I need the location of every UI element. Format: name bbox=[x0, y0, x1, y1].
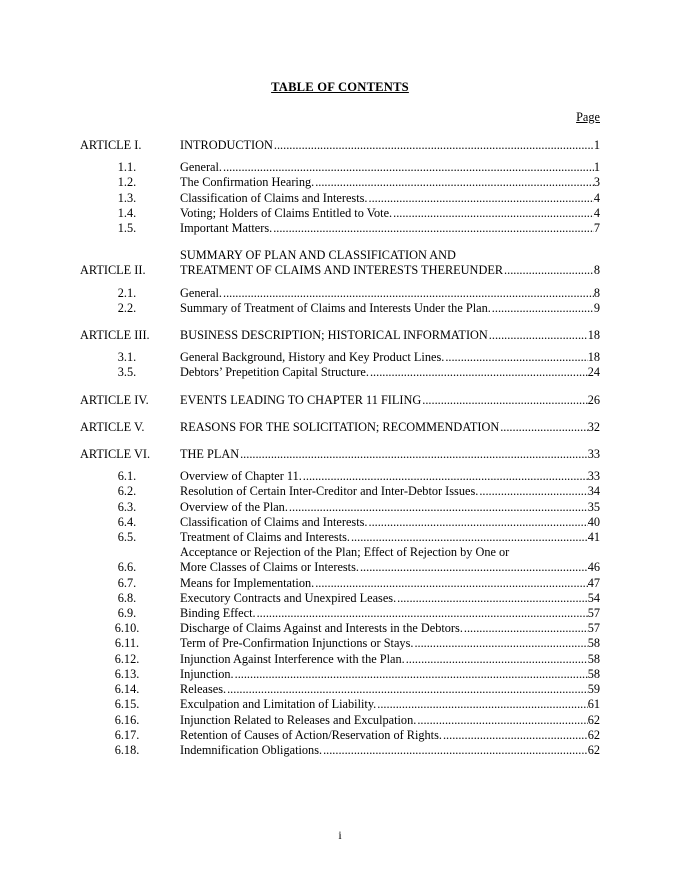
section-number: 1.5. bbox=[117, 221, 137, 236]
page-number: 57 bbox=[587, 621, 600, 636]
section-number: 6.11. bbox=[114, 636, 140, 651]
dot-leader bbox=[323, 743, 588, 758]
entry-content bbox=[180, 606, 600, 621]
entry-title-line2 bbox=[180, 263, 600, 278]
dot-leader bbox=[377, 697, 587, 712]
section-number: 6.2. bbox=[117, 484, 137, 499]
entry-title: Classification of Claims and Interests. bbox=[180, 514, 368, 529]
dot-leader bbox=[315, 175, 594, 190]
page-number: 4 bbox=[593, 190, 600, 205]
page-number: 4 bbox=[593, 205, 600, 220]
section-number: 6.15. bbox=[114, 697, 140, 712]
page-number: 8 bbox=[593, 285, 600, 300]
page-number: 61 bbox=[587, 697, 600, 712]
toc-section-entry[interactable] bbox=[80, 576, 600, 591]
entry-content bbox=[180, 350, 600, 365]
page-number: 47 bbox=[587, 575, 600, 590]
entry-title-line2 bbox=[180, 560, 600, 575]
page-number: 33 bbox=[587, 469, 600, 484]
toc-section-entry[interactable] bbox=[80, 545, 600, 575]
dot-leader bbox=[479, 484, 587, 499]
entry-title: Resolution of Certain Inter-Creditor and Inter-Debtor Issues. bbox=[180, 484, 479, 499]
page-number: 1 bbox=[593, 138, 600, 152]
entry-content bbox=[180, 621, 600, 636]
toc-section-entry[interactable] bbox=[80, 286, 600, 301]
entry-title: EVENTS LEADING TO CHAPTER 11 FILING bbox=[180, 392, 422, 407]
dot-leader bbox=[257, 606, 588, 621]
dot-leader bbox=[464, 621, 588, 636]
entry-content bbox=[180, 301, 600, 316]
entry-content bbox=[180, 206, 600, 221]
dot-leader bbox=[414, 636, 587, 651]
entry-title-line1: SUMMARY OF PLAN AND CLASSIFICATION AND bbox=[180, 248, 456, 263]
entry-title: Overview of Chapter 11. bbox=[180, 469, 302, 484]
entry-content bbox=[180, 469, 600, 484]
dot-leader bbox=[417, 713, 587, 728]
section-number: 6.18. bbox=[114, 742, 140, 757]
toc-section-entry[interactable] bbox=[80, 350, 600, 365]
entry-title: Releases. bbox=[180, 682, 227, 697]
dot-leader bbox=[223, 160, 594, 175]
toc-article-entry[interactable] bbox=[80, 138, 600, 153]
dot-leader bbox=[369, 515, 588, 530]
entry-content bbox=[180, 652, 600, 667]
entry-title: Injunction. bbox=[180, 666, 234, 681]
entry-title: Means for Implementation. bbox=[180, 575, 315, 590]
toc-section-entry[interactable] bbox=[80, 682, 600, 697]
entry-content bbox=[180, 576, 600, 591]
page-number: 33 bbox=[587, 447, 600, 462]
page-number: 1 bbox=[593, 160, 600, 175]
entry-content bbox=[180, 697, 600, 712]
section-number: 3.5. bbox=[117, 365, 137, 380]
entry-title-line1: Acceptance or Rejection of the Plan; Effect of Rejection by One or bbox=[180, 545, 510, 560]
dot-leader bbox=[227, 682, 588, 697]
page-number: 34 bbox=[587, 484, 600, 499]
entry-title: Retention of Causes of Action/Reservation of Rights. bbox=[180, 727, 442, 742]
toc-article-entry[interactable] bbox=[80, 393, 600, 408]
dot-leader bbox=[504, 263, 594, 278]
page-number: 58 bbox=[587, 636, 600, 651]
entry-content bbox=[180, 393, 600, 408]
toc-article-entry[interactable] bbox=[80, 420, 600, 435]
toc-section-entry[interactable] bbox=[80, 728, 600, 743]
toc-section-entry[interactable] bbox=[80, 667, 600, 682]
toc-section-entry[interactable] bbox=[80, 591, 600, 606]
section-number: 2.1. bbox=[117, 285, 137, 300]
dot-leader bbox=[274, 138, 594, 153]
toc-section-entry[interactable] bbox=[80, 301, 600, 316]
toc-section-entry[interactable] bbox=[80, 160, 600, 175]
section-number: 6.9. bbox=[117, 606, 137, 621]
toc-section-entry[interactable] bbox=[80, 743, 600, 758]
entry-content bbox=[180, 286, 600, 301]
page-number: 58 bbox=[587, 651, 600, 666]
toc-section-entry[interactable] bbox=[80, 221, 600, 236]
entry-title: Executory Contracts and Unexpired Leases. bbox=[180, 590, 397, 605]
dot-leader bbox=[351, 530, 588, 545]
section-number: 6.3. bbox=[117, 499, 137, 514]
toc-section-entry[interactable] bbox=[80, 606, 600, 621]
entry-content bbox=[180, 500, 600, 515]
toc-section-entry[interactable] bbox=[80, 469, 600, 484]
dot-leader bbox=[489, 328, 588, 343]
entry-title: Exculpation and Limitation of Liability. bbox=[180, 697, 377, 712]
page-number: 9 bbox=[593, 300, 600, 315]
page-number: 35 bbox=[587, 499, 600, 514]
dot-leader bbox=[445, 350, 587, 365]
toc-section-entry[interactable] bbox=[80, 191, 600, 206]
article-label: ARTICLE III. bbox=[80, 328, 150, 343]
page-number: 18 bbox=[587, 350, 600, 365]
page-number: 41 bbox=[587, 530, 600, 545]
entry-title: Important Matters. bbox=[180, 221, 273, 236]
section-number: 6.8. bbox=[117, 590, 137, 605]
article-label: ARTICLE V. bbox=[80, 419, 145, 434]
page-number: 58 bbox=[587, 666, 600, 681]
entry-content bbox=[180, 515, 600, 530]
dot-leader bbox=[303, 469, 588, 484]
toc-section-entry[interactable] bbox=[80, 484, 600, 499]
section-number: 6.6. bbox=[117, 560, 137, 575]
entry-content bbox=[180, 447, 600, 462]
article-label: ARTICLE I. bbox=[80, 138, 142, 152]
entry-title: More Classes of Claims or Interests. bbox=[180, 560, 359, 575]
section-number: 6.16. bbox=[114, 712, 140, 727]
entry-content bbox=[180, 682, 600, 697]
dot-leader bbox=[443, 728, 588, 743]
entry-title: Voting; Holders of Claims Entitled to Vote. bbox=[180, 205, 393, 220]
dot-leader bbox=[369, 191, 594, 206]
section-number: 1.1. bbox=[117, 160, 137, 175]
toc-section-entry[interactable] bbox=[80, 621, 600, 636]
page-number: 57 bbox=[587, 606, 600, 621]
entry-content bbox=[180, 591, 600, 606]
section-number: 6.12. bbox=[114, 651, 140, 666]
entry-title: Summary of Treatment of Claims and Interests Under the Plan. bbox=[180, 300, 491, 315]
page-number-footer: i bbox=[338, 828, 342, 842]
toc-article-entry[interactable] bbox=[80, 248, 600, 278]
dot-leader bbox=[393, 206, 594, 221]
entry-title: General. bbox=[180, 285, 222, 300]
toc-section-entry[interactable] bbox=[80, 636, 600, 651]
page-number: 40 bbox=[587, 514, 600, 529]
article-label: ARTICLE II. bbox=[80, 263, 146, 278]
toc-section-entry[interactable] bbox=[80, 530, 600, 545]
section-number: 6.1. bbox=[117, 469, 137, 484]
page-number: 32 bbox=[587, 419, 600, 434]
dot-leader bbox=[289, 500, 588, 515]
entry-title: Treatment of Claims and Interests. bbox=[180, 530, 350, 545]
page-number: 46 bbox=[587, 560, 600, 575]
page-number: 24 bbox=[587, 365, 600, 380]
section-number: 6.13. bbox=[114, 666, 140, 681]
toc-section-entry[interactable] bbox=[80, 175, 600, 190]
article-label: ARTICLE VI. bbox=[80, 447, 151, 462]
entry-content bbox=[180, 191, 600, 206]
page-number: 62 bbox=[587, 727, 600, 742]
entry-content bbox=[180, 160, 600, 175]
toc-article-entry[interactable] bbox=[80, 447, 600, 462]
entry-title: THE PLAN bbox=[180, 447, 240, 462]
entry-content bbox=[180, 420, 600, 435]
section-number: 6.14. bbox=[114, 682, 140, 697]
dot-leader bbox=[235, 667, 588, 682]
dot-leader bbox=[500, 420, 588, 435]
table-of-contents bbox=[80, 138, 600, 758]
section-number: 1.3. bbox=[117, 190, 137, 205]
entry-content bbox=[180, 365, 600, 380]
entry-title: Binding Effect. bbox=[180, 606, 256, 621]
entry-content bbox=[180, 484, 600, 499]
entry-content bbox=[180, 545, 600, 575]
page-number: 59 bbox=[587, 682, 600, 697]
entry-content bbox=[180, 743, 600, 758]
page-number: 3 bbox=[593, 175, 600, 190]
dot-leader bbox=[397, 591, 588, 606]
entry-title: TREATMENT OF CLAIMS AND INTERESTS THEREUNDER bbox=[180, 263, 504, 278]
toc-section-entry[interactable] bbox=[80, 365, 600, 380]
dot-leader bbox=[240, 447, 588, 462]
entry-content bbox=[180, 636, 600, 651]
entry-content bbox=[180, 530, 600, 545]
page-number: 18 bbox=[587, 328, 600, 343]
entry-content bbox=[180, 175, 600, 190]
page-number: 62 bbox=[587, 742, 600, 757]
entry-title: Injunction Against Interference with the Plan. bbox=[180, 651, 405, 666]
entry-content bbox=[180, 728, 600, 743]
section-number: 1.4. bbox=[117, 205, 137, 220]
page-number: 26 bbox=[587, 392, 600, 407]
entry-content bbox=[180, 248, 600, 278]
page-number: 62 bbox=[587, 712, 600, 727]
toc-section-entry[interactable] bbox=[80, 713, 600, 728]
section-number: 6.10. bbox=[114, 621, 140, 636]
entry-title: General. bbox=[180, 160, 222, 175]
entry-title: Discharge of Claims Against and Interests in the Debtors. bbox=[180, 621, 463, 636]
section-number: 2.2. bbox=[117, 300, 137, 315]
page-column-header: Page bbox=[576, 110, 600, 124]
entry-title: General Background, History and Key Product Lines. bbox=[180, 350, 445, 365]
dot-leader bbox=[315, 576, 588, 591]
dot-leader bbox=[406, 652, 588, 667]
entry-title: Debtors’ Prepetition Capital Structure. bbox=[180, 365, 369, 380]
entry-title: Indemnification Obligations. bbox=[180, 742, 323, 757]
entry-content bbox=[180, 328, 600, 343]
entry-content bbox=[180, 713, 600, 728]
dot-leader bbox=[273, 221, 594, 236]
entry-title: BUSINESS DESCRIPTION; HISTORICAL INFORMATION bbox=[180, 328, 488, 343]
entry-title: Term of Pre-Confirmation Injunctions or Stays. bbox=[180, 636, 414, 651]
entry-title: INTRODUCTION bbox=[180, 138, 273, 152]
entry-content bbox=[180, 221, 600, 236]
entry-title: Overview of the Plan. bbox=[180, 499, 288, 514]
dot-leader bbox=[370, 365, 588, 380]
dot-leader bbox=[223, 286, 594, 301]
toc-section-entry[interactable] bbox=[80, 206, 600, 221]
section-number: 6.17. bbox=[114, 727, 140, 742]
dot-leader bbox=[360, 560, 588, 575]
section-number: 3.1. bbox=[117, 350, 137, 365]
toc-section-entry[interactable] bbox=[80, 515, 600, 530]
page-number: 54 bbox=[587, 590, 600, 605]
section-number: 1.2. bbox=[117, 175, 137, 190]
toc-title: TABLE OF CONTENTS bbox=[271, 80, 409, 94]
entry-title: Classification of Claims and Interests. bbox=[180, 190, 368, 205]
toc-section-entry[interactable] bbox=[80, 697, 600, 712]
page-number: 8 bbox=[593, 263, 600, 278]
entry-title: Injunction Related to Releases and Exculpation. bbox=[180, 712, 417, 727]
section-number: 6.4. bbox=[117, 514, 137, 529]
toc-article-entry[interactable] bbox=[80, 328, 600, 343]
entry-content bbox=[180, 667, 600, 682]
page-number: 7 bbox=[593, 221, 600, 236]
section-number: 6.7. bbox=[117, 575, 137, 590]
entry-content bbox=[180, 138, 600, 153]
article-label: ARTICLE IV. bbox=[80, 392, 149, 407]
entry-title: The Confirmation Hearing. bbox=[180, 175, 315, 190]
entry-title: REASONS FOR THE SOLICITATION; RECOMMENDATION bbox=[180, 419, 500, 434]
dot-leader bbox=[422, 393, 587, 408]
toc-section-entry[interactable] bbox=[80, 500, 600, 515]
section-number: 6.5. bbox=[117, 530, 137, 545]
toc-section-entry[interactable] bbox=[80, 652, 600, 667]
dot-leader bbox=[492, 301, 594, 316]
